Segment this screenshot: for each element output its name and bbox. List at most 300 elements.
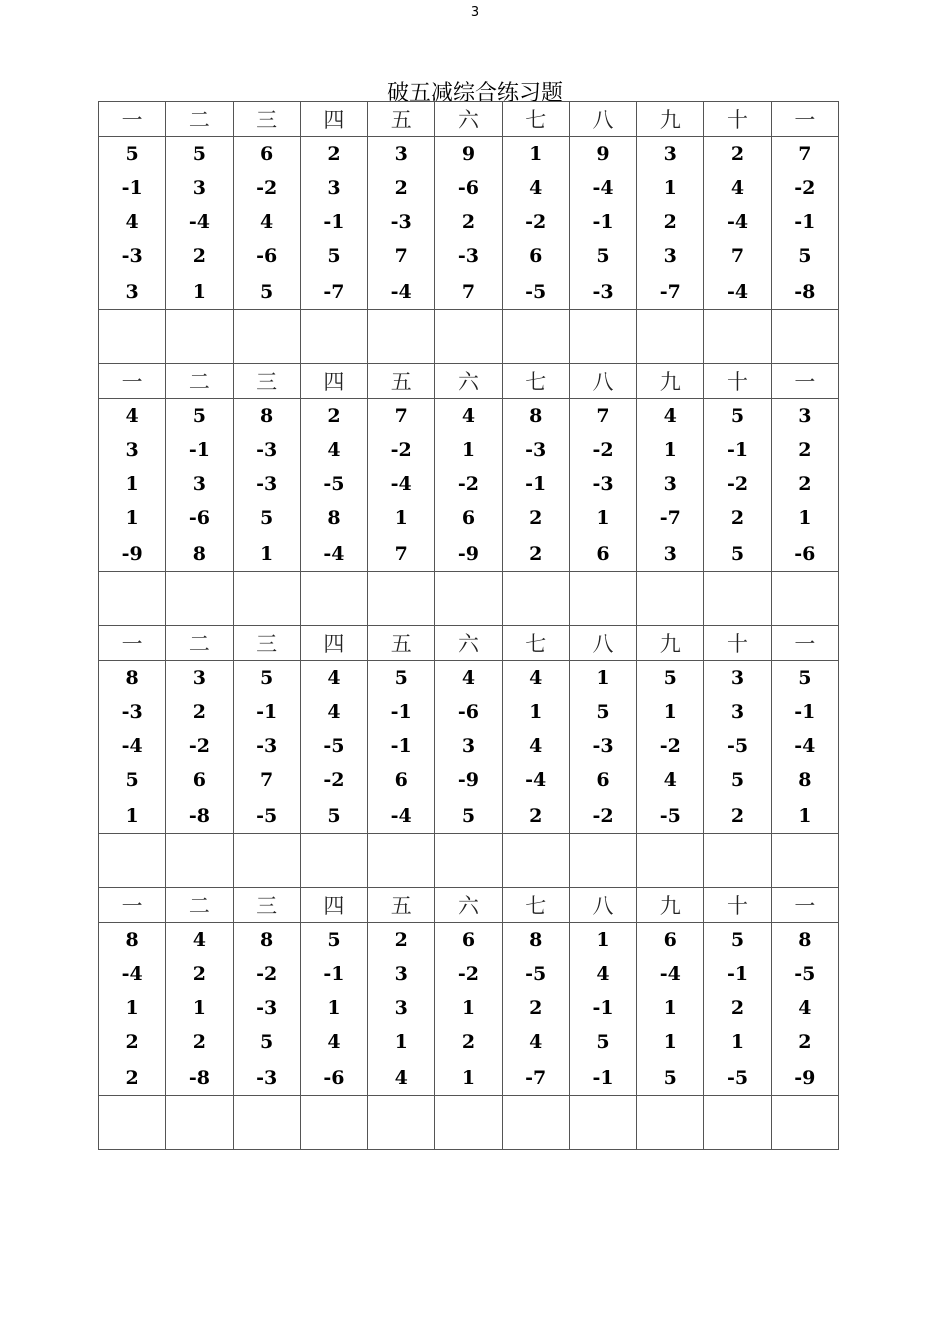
problem-number: 2 <box>529 997 543 1019</box>
problem-number: 8 <box>260 405 274 427</box>
problem-number: 5 <box>125 143 139 165</box>
answer-cell[interactable] <box>569 1096 636 1150</box>
problem-number: -9 <box>457 769 480 791</box>
problem-cell <box>704 661 771 834</box>
problem-number: -6 <box>457 177 480 199</box>
problem-number: -2 <box>525 211 547 233</box>
answer-cell[interactable] <box>368 834 435 888</box>
problem-number: 6 <box>663 929 677 951</box>
answer-cell[interactable] <box>771 310 838 364</box>
problem-number: 8 <box>798 769 812 791</box>
problem-number: 2 <box>192 963 207 985</box>
problem-number: 3 <box>125 281 139 303</box>
problem-cell <box>99 661 166 834</box>
problem-number: 5 <box>192 405 207 427</box>
problem-number: -4 <box>390 473 412 495</box>
problem-number: 6 <box>529 245 543 267</box>
column-header: 七 <box>502 888 569 923</box>
problem-number: 5 <box>327 245 341 267</box>
problem-number: 5 <box>730 405 745 427</box>
answer-cell[interactable] <box>637 1096 704 1150</box>
problem-number: 8 <box>798 929 812 951</box>
problem-number: -4 <box>726 211 749 233</box>
column-header: 九 <box>637 888 704 923</box>
column-header: 一 <box>771 364 838 399</box>
problem-cell <box>233 661 300 834</box>
problem-number: 4 <box>260 211 274 233</box>
answer-cell[interactable] <box>569 834 636 888</box>
answer-cell[interactable] <box>435 1096 502 1150</box>
problem-number: -5 <box>323 735 345 757</box>
column-header: 六 <box>435 626 502 661</box>
problem-number: 3 <box>730 701 745 723</box>
column-header: 四 <box>300 626 367 661</box>
problem-number: -5 <box>525 963 547 985</box>
problem-number: -1 <box>323 963 345 985</box>
problem-number: -2 <box>794 177 816 199</box>
column-header: 七 <box>502 626 569 661</box>
problem-number: 2 <box>798 439 812 461</box>
problem-number: -4 <box>525 769 547 791</box>
problem-number: 1 <box>663 1031 677 1053</box>
problem-number: 7 <box>394 405 408 427</box>
problem-number: -8 <box>188 1067 210 1089</box>
answer-cell[interactable] <box>704 1096 771 1150</box>
problem-number: -2 <box>323 769 345 791</box>
column-header: 二 <box>166 888 233 923</box>
problem-cell <box>771 661 838 834</box>
problem-number: 1 <box>529 701 543 723</box>
problem-cell <box>704 137 771 310</box>
problem-number: 2 <box>327 143 341 165</box>
problem-cell <box>233 137 300 310</box>
problem-number: 6 <box>596 543 610 565</box>
problem-number: -8 <box>794 281 816 303</box>
problem-number: -1 <box>592 1067 614 1089</box>
problem-cell <box>704 399 771 572</box>
problem-number: -2 <box>390 439 412 461</box>
problem-number: 1 <box>663 177 677 199</box>
problem-number: -5 <box>659 805 681 827</box>
answer-cell[interactable] <box>300 310 367 364</box>
problem-number: 3 <box>663 543 677 565</box>
problem-number: 3 <box>663 473 677 495</box>
problem-cell <box>233 399 300 572</box>
column-header: 三 <box>233 364 300 399</box>
problem-number: 7 <box>394 543 408 565</box>
problem-number: -2 <box>726 473 749 495</box>
problem-number: 8 <box>327 507 341 529</box>
column-header: 五 <box>368 364 435 399</box>
problem-number: 7 <box>596 405 610 427</box>
column-header: 七 <box>502 102 569 137</box>
header-row <box>99 888 839 923</box>
answer-cell[interactable] <box>502 1096 569 1150</box>
problem-number: -2 <box>457 963 480 985</box>
problem-number: 5 <box>798 245 812 267</box>
problem-number: -5 <box>525 281 547 303</box>
answer-cell[interactable] <box>704 310 771 364</box>
problem-cell <box>166 137 233 310</box>
answer-cell[interactable] <box>300 572 367 626</box>
answer-cell[interactable] <box>435 834 502 888</box>
problem-number: -4 <box>323 543 345 565</box>
column-header: 八 <box>569 102 636 137</box>
problem-number: -4 <box>121 963 143 985</box>
answer-cell[interactable] <box>99 572 166 626</box>
problem-number: -3 <box>256 439 278 461</box>
problem-number: 4 <box>663 405 677 427</box>
answer-cell[interactable] <box>502 572 569 626</box>
problem-number: -3 <box>256 997 278 1019</box>
problem-number: 2 <box>798 473 812 495</box>
problem-number: 5 <box>260 1031 274 1053</box>
problem-number: -1 <box>794 211 816 233</box>
answer-cell[interactable] <box>99 834 166 888</box>
problem-number: 5 <box>260 281 274 303</box>
problem-number: 6 <box>461 507 476 529</box>
problem-cell <box>166 661 233 834</box>
problem-cell <box>637 661 704 834</box>
problem-number: -9 <box>121 543 143 565</box>
answer-cell[interactable] <box>166 310 233 364</box>
problem-number: 3 <box>327 177 341 199</box>
problem-number: 5 <box>730 543 745 565</box>
problem-number: 4 <box>529 1031 543 1053</box>
problem-number: 2 <box>394 929 408 951</box>
problem-number: 3 <box>394 963 408 985</box>
exercise-table <box>98 101 839 1150</box>
problem-number: -2 <box>592 439 614 461</box>
problem-number: 8 <box>192 543 207 565</box>
problem-number: 3 <box>663 245 677 267</box>
problem-number: 2 <box>125 1031 139 1053</box>
problem-cell <box>368 137 435 310</box>
answer-cell[interactable] <box>300 834 367 888</box>
problem-number: 4 <box>798 997 812 1019</box>
column-header: 七 <box>502 364 569 399</box>
answer-cell[interactable] <box>166 1096 233 1150</box>
problem-number: -3 <box>256 735 278 757</box>
problem-number: -5 <box>726 735 749 757</box>
problem-number: 2 <box>529 543 543 565</box>
problem-number: -1 <box>188 439 210 461</box>
problem-number: 6 <box>394 769 408 791</box>
answer-cell[interactable] <box>368 310 435 364</box>
problem-number: 8 <box>529 405 543 427</box>
problem-number: 2 <box>394 177 408 199</box>
problem-cell <box>300 923 367 1096</box>
header-row <box>99 102 839 137</box>
problem-number: 8 <box>260 929 274 951</box>
problem-number: -6 <box>457 701 480 723</box>
problem-number: -1 <box>794 701 816 723</box>
problem-number: 2 <box>730 997 745 1019</box>
problem-number: 9 <box>461 143 476 165</box>
problem-number: 3 <box>663 143 677 165</box>
problem-number: 3 <box>192 177 207 199</box>
problem-cell <box>569 923 636 1096</box>
problem-number: 4 <box>125 211 139 233</box>
answer-cell[interactable] <box>435 572 502 626</box>
problem-number: 3 <box>192 473 207 495</box>
problem-number: 1 <box>596 507 610 529</box>
problem-number: -4 <box>794 735 816 757</box>
answer-cell[interactable] <box>233 834 300 888</box>
problem-cell <box>502 661 569 834</box>
answer-cell[interactable] <box>637 572 704 626</box>
problem-number: -2 <box>188 735 210 757</box>
problem-number: 5 <box>730 929 745 951</box>
problem-number: 3 <box>461 735 476 757</box>
problem-number: 1 <box>461 439 476 461</box>
answer-cell[interactable] <box>704 572 771 626</box>
problem-number: -4 <box>121 735 143 757</box>
answer-cell[interactable] <box>771 1096 838 1150</box>
problem-number: -1 <box>390 735 412 757</box>
problem-number: -5 <box>323 473 345 495</box>
problem-cell <box>771 137 838 310</box>
problem-number: 1 <box>394 1031 408 1053</box>
answer-cell[interactable] <box>435 310 502 364</box>
column-header: 五 <box>368 888 435 923</box>
header-row <box>99 626 839 661</box>
problem-cell <box>368 661 435 834</box>
answer-row <box>99 1096 839 1150</box>
problem-number: 4 <box>192 929 207 951</box>
problem-row <box>99 661 839 834</box>
problem-number: -7 <box>323 281 345 303</box>
problem-cell <box>771 399 838 572</box>
problem-number: 2 <box>730 143 745 165</box>
problem-number: 5 <box>663 1067 677 1089</box>
problem-number: 5 <box>125 769 139 791</box>
problem-cell <box>435 137 502 310</box>
column-header: 一 <box>99 364 166 399</box>
problem-number: -6 <box>256 245 278 267</box>
answer-cell[interactable] <box>771 834 838 888</box>
problem-number: 5 <box>461 805 476 827</box>
answer-row <box>99 834 839 888</box>
problem-number: -3 <box>390 211 412 233</box>
column-header: 四 <box>300 888 367 923</box>
column-header: 二 <box>166 364 233 399</box>
problem-cell <box>300 661 367 834</box>
problem-number: 3 <box>394 143 408 165</box>
problem-number: -3 <box>256 473 278 495</box>
problem-number: -2 <box>457 473 480 495</box>
problem-number: 4 <box>327 667 341 689</box>
problem-number: 2 <box>730 805 745 827</box>
problem-row <box>99 137 839 310</box>
problem-number: 4 <box>529 667 543 689</box>
column-header: 六 <box>435 364 502 399</box>
problem-cell <box>637 923 704 1096</box>
problem-number: 5 <box>327 929 341 951</box>
answer-cell[interactable] <box>502 834 569 888</box>
problem-number: -7 <box>525 1067 547 1089</box>
column-header: 十 <box>704 364 771 399</box>
problem-number: -3 <box>525 439 547 461</box>
column-header: 十 <box>704 888 771 923</box>
problem-number: 1 <box>663 997 677 1019</box>
problem-number: 4 <box>327 1031 341 1053</box>
problem-number: -9 <box>457 543 480 565</box>
answer-cell[interactable] <box>166 572 233 626</box>
problem-cell <box>502 923 569 1096</box>
answer-cell[interactable] <box>569 572 636 626</box>
answer-cell[interactable] <box>166 834 233 888</box>
problem-number: -3 <box>121 245 143 267</box>
problem-number: -5 <box>726 1067 749 1089</box>
column-header: 六 <box>435 102 502 137</box>
problem-number: 2 <box>663 211 677 233</box>
problem-number: 5 <box>327 805 341 827</box>
column-header: 九 <box>637 626 704 661</box>
problem-number: -6 <box>188 507 210 529</box>
column-header: 九 <box>637 364 704 399</box>
column-header: 三 <box>233 626 300 661</box>
problem-number: -1 <box>525 473 547 495</box>
column-header: 一 <box>771 626 838 661</box>
problem-number: 4 <box>461 667 476 689</box>
problem-number: 1 <box>798 507 812 529</box>
problem-cell <box>435 923 502 1096</box>
problem-number: 5 <box>730 769 745 791</box>
answer-cell[interactable] <box>233 310 300 364</box>
problem-number: 4 <box>529 177 543 199</box>
problem-number: -1 <box>121 177 143 199</box>
problem-number: 3 <box>798 405 812 427</box>
problem-number: 4 <box>596 963 610 985</box>
problem-cell <box>99 137 166 310</box>
problem-number: 2 <box>461 1031 476 1053</box>
problem-number: 1 <box>596 929 610 951</box>
column-header: 一 <box>771 102 838 137</box>
problem-number: 1 <box>394 507 408 529</box>
problem-number: 1 <box>260 543 274 565</box>
problem-cell <box>502 399 569 572</box>
answer-cell[interactable] <box>300 1096 367 1150</box>
problem-number: 1 <box>327 997 341 1019</box>
answer-cell[interactable] <box>637 310 704 364</box>
column-header: 一 <box>99 888 166 923</box>
column-header: 十 <box>704 626 771 661</box>
problem-number: -3 <box>457 245 480 267</box>
answer-cell[interactable] <box>502 310 569 364</box>
problem-number: -3 <box>256 1067 278 1089</box>
answer-cell[interactable] <box>99 310 166 364</box>
problem-cell <box>368 923 435 1096</box>
column-header: 六 <box>435 888 502 923</box>
answer-cell[interactable] <box>368 1096 435 1150</box>
problem-number: 4 <box>529 735 543 757</box>
problem-number: 5 <box>596 701 610 723</box>
problem-number: -4 <box>592 177 614 199</box>
problem-number: -3 <box>592 735 614 757</box>
problem-cell <box>166 399 233 572</box>
problem-number: 3 <box>394 997 408 1019</box>
problem-number: -7 <box>659 281 681 303</box>
problem-number: -1 <box>726 439 749 461</box>
problem-number: 9 <box>596 143 610 165</box>
problem-number: 5 <box>192 143 207 165</box>
problem-number: -4 <box>726 281 749 303</box>
problem-number: 1 <box>125 805 139 827</box>
answer-cell[interactable] <box>771 572 838 626</box>
problem-number: 1 <box>798 805 812 827</box>
problem-number: 5 <box>596 245 610 267</box>
problem-row <box>99 923 839 1096</box>
problem-number: 2 <box>125 1067 139 1089</box>
column-header: 一 <box>99 102 166 137</box>
problem-number: -4 <box>659 963 681 985</box>
column-header: 四 <box>300 102 367 137</box>
column-header: 二 <box>166 626 233 661</box>
problem-number: -3 <box>592 473 614 495</box>
problem-number: -1 <box>390 701 412 723</box>
problem-cell <box>435 661 502 834</box>
column-header: 五 <box>368 102 435 137</box>
problem-cell <box>99 923 166 1096</box>
problem-number: 7 <box>461 281 476 303</box>
problem-number: 5 <box>260 667 274 689</box>
problem-number: 7 <box>798 143 812 165</box>
problem-number: -1 <box>256 701 278 723</box>
problem-number: 1 <box>192 281 207 303</box>
problem-number: -9 <box>794 1067 816 1089</box>
problem-number: 1 <box>596 667 610 689</box>
answer-cell[interactable] <box>569 310 636 364</box>
problem-cell <box>300 137 367 310</box>
problem-number: -7 <box>659 507 681 529</box>
answer-cell[interactable] <box>99 1096 166 1150</box>
problem-number: 1 <box>192 997 207 1019</box>
answer-cell[interactable] <box>233 572 300 626</box>
answer-cell[interactable] <box>704 834 771 888</box>
page-number: 3 <box>470 5 480 20</box>
problem-number: -4 <box>390 281 412 303</box>
problem-number: -3 <box>592 281 614 303</box>
problem-number: 8 <box>529 929 543 951</box>
problem-cell <box>233 923 300 1096</box>
problem-number: -2 <box>592 805 614 827</box>
answer-cell[interactable] <box>368 572 435 626</box>
problem-number: 5 <box>798 667 812 689</box>
answer-cell[interactable] <box>233 1096 300 1150</box>
problem-cell <box>771 923 838 1096</box>
problem-number: 4 <box>125 405 139 427</box>
problem-number: 2 <box>798 1031 812 1053</box>
column-header: 三 <box>233 102 300 137</box>
problem-number: 6 <box>596 769 610 791</box>
problem-cell <box>569 137 636 310</box>
problem-number: 5 <box>260 507 274 529</box>
problem-number: 7 <box>394 245 408 267</box>
problem-number: -2 <box>659 735 681 757</box>
problem-number: 7 <box>730 245 745 267</box>
problem-number: -4 <box>188 211 210 233</box>
problem-number: 3 <box>192 667 207 689</box>
problem-number: 1 <box>461 997 476 1019</box>
problem-number: 1 <box>529 143 543 165</box>
problem-number: 8 <box>125 667 139 689</box>
problem-number: 5 <box>394 667 408 689</box>
problem-number: 1 <box>125 473 139 495</box>
answer-cell[interactable] <box>637 834 704 888</box>
problem-cell <box>502 137 569 310</box>
problem-number: 2 <box>192 245 207 267</box>
